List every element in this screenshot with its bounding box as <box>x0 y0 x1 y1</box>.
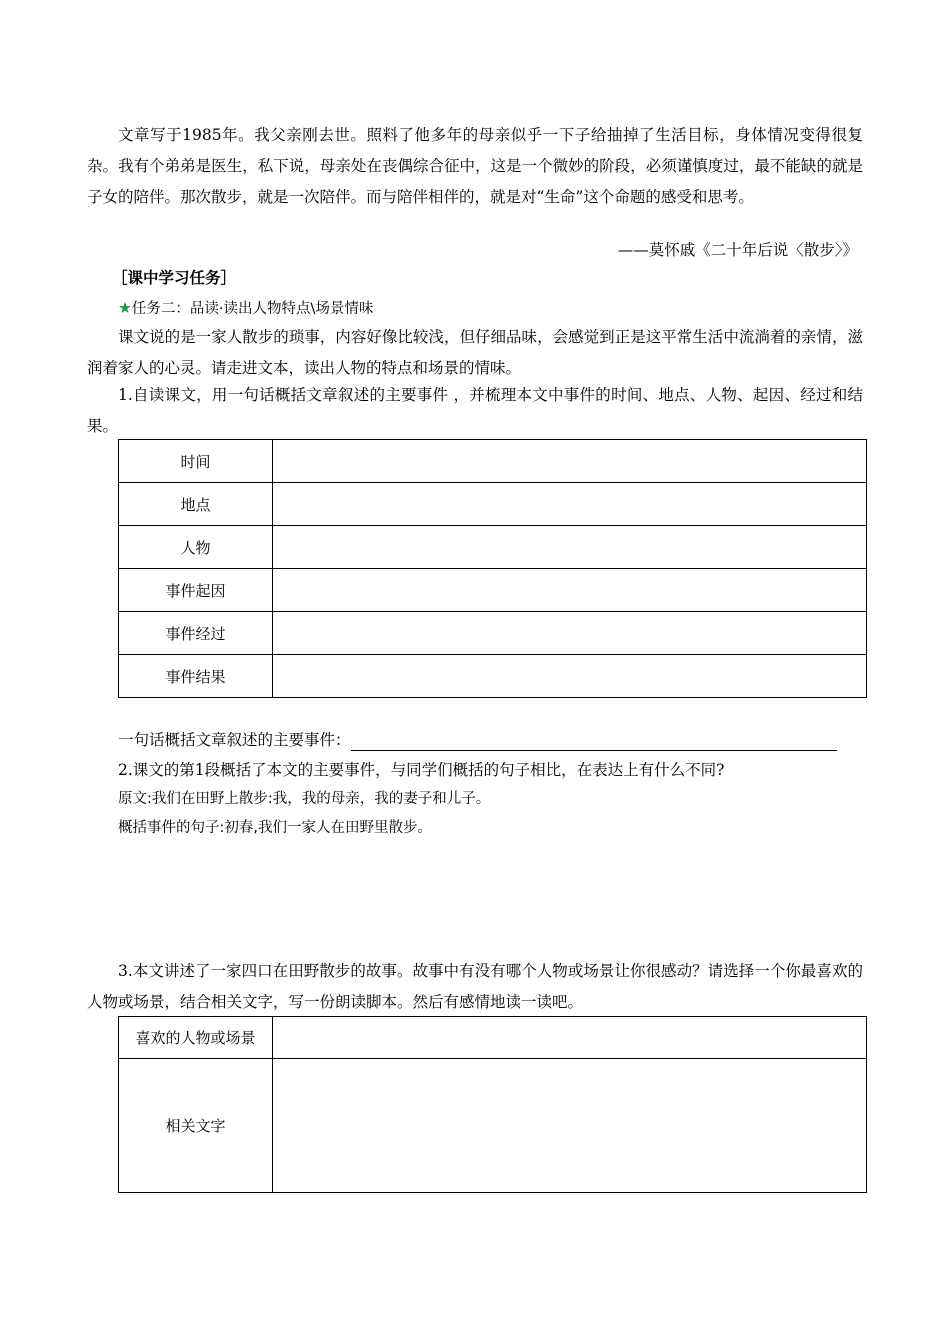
table-row <box>119 612 867 655</box>
table-row <box>119 526 867 569</box>
event-table <box>118 439 867 698</box>
row-label-process: 事件经过 <box>119 612 273 655</box>
table-row <box>119 569 867 612</box>
table-row <box>119 1017 867 1059</box>
row-label-time: 时间 <box>119 440 273 483</box>
row-label-related-text: 相关文字 <box>119 1059 273 1193</box>
star-icon: ★ <box>118 299 132 317</box>
row-label-favorite: 喜欢的人物或场景 <box>119 1017 273 1059</box>
citation: ——莫怀戚《二十年后说〈散步〉》 <box>617 241 858 259</box>
row-label-result: 事件结果 <box>119 655 273 698</box>
task2-heading <box>118 297 373 320</box>
q2-prompt: 2.课文的第1段概括了本文的主要事件，与同学们概括的句子相比，在表达上有什么不同? <box>118 761 725 779</box>
task2-title: 任务二：品读·读出人物特点\场景情味 <box>131 301 374 317</box>
q2-summary: 概括事件的句子:初春,我们一家人在田野里散步。 <box>118 820 432 836</box>
summary-blank[interactable] <box>351 732 837 751</box>
row-label-people: 人物 <box>119 526 273 569</box>
task2-intro: 课文说的是一家人散步的琐事，内容好像比较浅，但仔细品味，会感觉到正是这平常生活中流淌着的亲情，滋润着家人的心灵。请走进文本，读出人物的特点和场景的情味。 <box>87 328 863 377</box>
answer-cell-cause[interactable] <box>273 569 867 612</box>
reading-script-table <box>118 1016 867 1193</box>
q3-prompt: 3.本文讲述了一家四口在田野散步的故事。故事中有没有哪个人物或场景让你很感动？请选择一个你最喜欢的人物或场景，结合相关文字，写一份朗读脚本。然后有感情地读一读吧。 <box>87 962 863 1011</box>
table-row <box>119 440 867 483</box>
answer-cell-people[interactable] <box>273 526 867 569</box>
table-row <box>119 483 867 526</box>
summary-label: 一句话概括文章叙述的主要事件： <box>118 731 351 749</box>
answer-cell-place[interactable] <box>273 483 867 526</box>
intro-paragraph: 文章写于1985年。我父亲刚去世。照料了他多年的母亲似乎一下子给抽掉了生活目标，身体情况变得很复杂。我有个弟弟是医生，私下说，母亲处在丧偶综合征中，这是一个微妙的阶段，必须谨慎度过，最不能缺的就是子女的陪伴。那次散步，就是一次陪伴。而与陪伴相伴的，就是对“生命”这个命题的感受和思考。 <box>87 126 863 206</box>
answer-cell-result[interactable] <box>273 655 867 698</box>
row-label-cause: 事件起因 <box>119 569 273 612</box>
table-row <box>119 1059 867 1193</box>
q1-prompt: 1.自读课文，用一句话概括文章叙述的主要事件 ，并梳理本文中事件的时间、地点、人物、起因、经过和结果。 <box>87 386 863 435</box>
summary-line <box>118 729 837 751</box>
answer-cell-process[interactable] <box>273 612 867 655</box>
answer-cell-time[interactable] <box>273 440 867 483</box>
table-row <box>119 655 867 698</box>
answer-cell-favorite[interactable] <box>273 1017 867 1059</box>
q2-original: 原文:我们在田野上散步:我，我的母亲，我的妻子和儿子。 <box>118 791 491 807</box>
section-title: ［课中学习任务］ <box>112 268 237 287</box>
answer-cell-related-text[interactable] <box>273 1059 867 1193</box>
row-label-place: 地点 <box>119 483 273 526</box>
